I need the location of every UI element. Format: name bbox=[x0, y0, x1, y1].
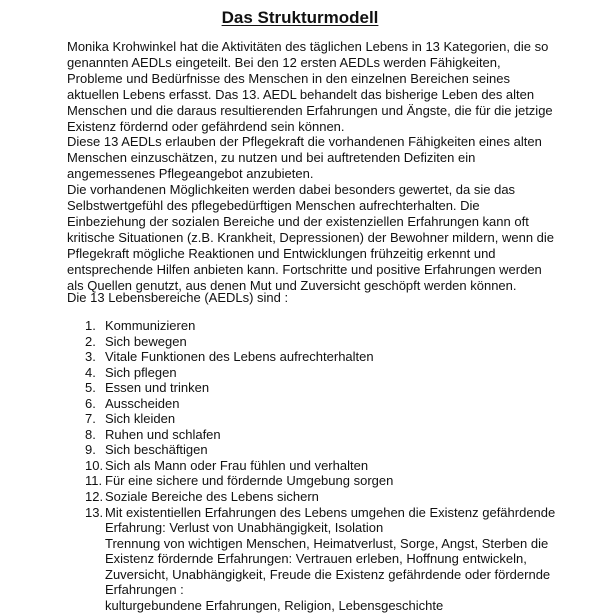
list-item bbox=[85, 458, 595, 474]
list-item bbox=[85, 473, 595, 489]
item-number: 10. bbox=[85, 457, 104, 473]
item-number: 9. bbox=[85, 442, 96, 458]
item-number: 5. bbox=[85, 380, 96, 396]
list-item bbox=[85, 334, 595, 350]
item-text: Vitale Funktionen des Lebens aufrechterhalten bbox=[105, 349, 374, 365]
intro-line: Diese 13 AEDLs erlauben der Pflegekraft die vorhandenen Fähigkeiten eines alten bbox=[67, 134, 542, 150]
intro-line: Probleme und Bedürfnisse des Menschen in den einzelnen Bereichen seines bbox=[67, 70, 511, 86]
item-number: 3. bbox=[85, 349, 96, 365]
item-number: 8. bbox=[85, 426, 96, 442]
intro-line: Menschen und die daraus resultierenden Erfahrungen und Ängste, die für die jetzige bbox=[67, 102, 553, 118]
item-text: Ruhen und schlafen bbox=[105, 426, 221, 442]
intro-line: genannten AEDLs eingeteilt. Bei den 12 ersten AEDLs werden Fähigkeiten, bbox=[67, 54, 501, 70]
item-text: Sich kleiden bbox=[105, 411, 176, 427]
item-number: 13. bbox=[85, 504, 104, 520]
item-text: Erfahrungen : bbox=[105, 582, 184, 598]
intro-line: aktuellen Lebens erfasst. Das 13. AEDL behandelt das bisherige Leben des alten bbox=[67, 86, 535, 102]
list-item bbox=[85, 380, 595, 396]
intro-line: Pflegekraft mögliche Reaktionen und Entwicklungen frühzeitig erkennt und bbox=[67, 245, 496, 261]
list-item bbox=[85, 505, 595, 613]
item-text: Sich bewegen bbox=[105, 333, 187, 349]
item-text: Sich als Mann oder Frau fühlen und verhalten bbox=[105, 457, 369, 473]
intro-line: entsprechende Hilfen anbieten kann. Fortschritte und positive Erfahrungen werden bbox=[67, 261, 542, 277]
item-text: Trennung von wichtigen Menschen, Heimatverlust, Sorge, Angst, Sterben die bbox=[105, 535, 549, 551]
item-text: Sich beschäftigen bbox=[105, 442, 208, 458]
item-number: 1. bbox=[85, 318, 96, 333]
page-title: Das Strukturmodell bbox=[221, 8, 379, 27]
list-item bbox=[85, 427, 595, 443]
aedl-list bbox=[85, 318, 595, 613]
item-text: Ausscheiden bbox=[105, 395, 180, 411]
item-text: kulturgebundene Erfahrungen, Religion, Lebensgeschichte bbox=[105, 597, 444, 613]
item-number: 11. bbox=[85, 473, 103, 489]
item-number: 2. bbox=[85, 333, 96, 349]
item-text: Sich pflegen bbox=[105, 364, 177, 380]
list-item bbox=[85, 318, 595, 334]
item-text: Existenz fördernde Erfahrungen: Vertrauen erleben, Hoffnung entwickeln, bbox=[105, 551, 527, 567]
item-number: 4. bbox=[85, 364, 96, 380]
list-item bbox=[85, 365, 595, 381]
list-item bbox=[85, 411, 595, 427]
list-item bbox=[85, 489, 595, 505]
intro-line: Existenz fördernd oder gefährdend sein können. bbox=[67, 118, 345, 134]
item-number: 6. bbox=[85, 395, 96, 411]
list-heading: Die 13 Lebensbereiche (AEDLs) sind : bbox=[67, 290, 289, 305]
intro-paragraph bbox=[67, 39, 597, 294]
item-text: Soziale Bereiche des Lebens sichern bbox=[105, 489, 319, 505]
item-text: Erfahrung: Verlust von Unabhängigkeit, Isolation bbox=[105, 520, 384, 536]
intro-line: Selbstwertgefühl des pflegebedürftigen Menschen aufrechterhalten. Die bbox=[67, 198, 480, 214]
list-item bbox=[85, 442, 595, 458]
intro-line: Die vorhandenen Möglichkeiten werden dabei besonders gewertet, da sie das bbox=[67, 182, 516, 198]
intro-line: Einbeziehung der sozialen Bereiche und der existenziellen Erfahrungen kann oft bbox=[67, 213, 529, 229]
item-number: 7. bbox=[85, 411, 96, 427]
item-number: 12. bbox=[85, 489, 104, 505]
intro-line: angemessenes Pflegeangebot anzubieten. bbox=[67, 166, 314, 182]
intro-line: als Quellen genutzt, aus denen Mut und Zuversicht geschöpft werden können. bbox=[67, 277, 517, 293]
intro-line: Monika Krohwinkel hat die Aktivitäten des täglichen Lebens in 13 Kategorien, die so bbox=[67, 39, 549, 54]
item-text: Für eine sichere und fördernde Umgebung sorgen bbox=[105, 473, 394, 489]
list-item bbox=[85, 349, 595, 365]
item-text: Kommunizieren bbox=[105, 318, 196, 333]
item-text: Zuversicht, Unabhängigkeit, Freude die Existenz gefährdende oder fördernde bbox=[105, 566, 551, 582]
intro-line: Menschen einzuschätzen, zu nutzen und bei auftretenden Defiziten ein bbox=[67, 150, 476, 166]
intro-line: kritische Situationen (z.B. Krankheit, Depressionen) der Bewohner mildern, wenn die bbox=[67, 229, 555, 245]
list-item bbox=[85, 396, 595, 412]
item-text: Essen und trinken bbox=[105, 380, 210, 396]
item-text: Mit existentiellen Erfahrungen des Lebens umgehen die Existenz gefährdende bbox=[105, 504, 556, 520]
